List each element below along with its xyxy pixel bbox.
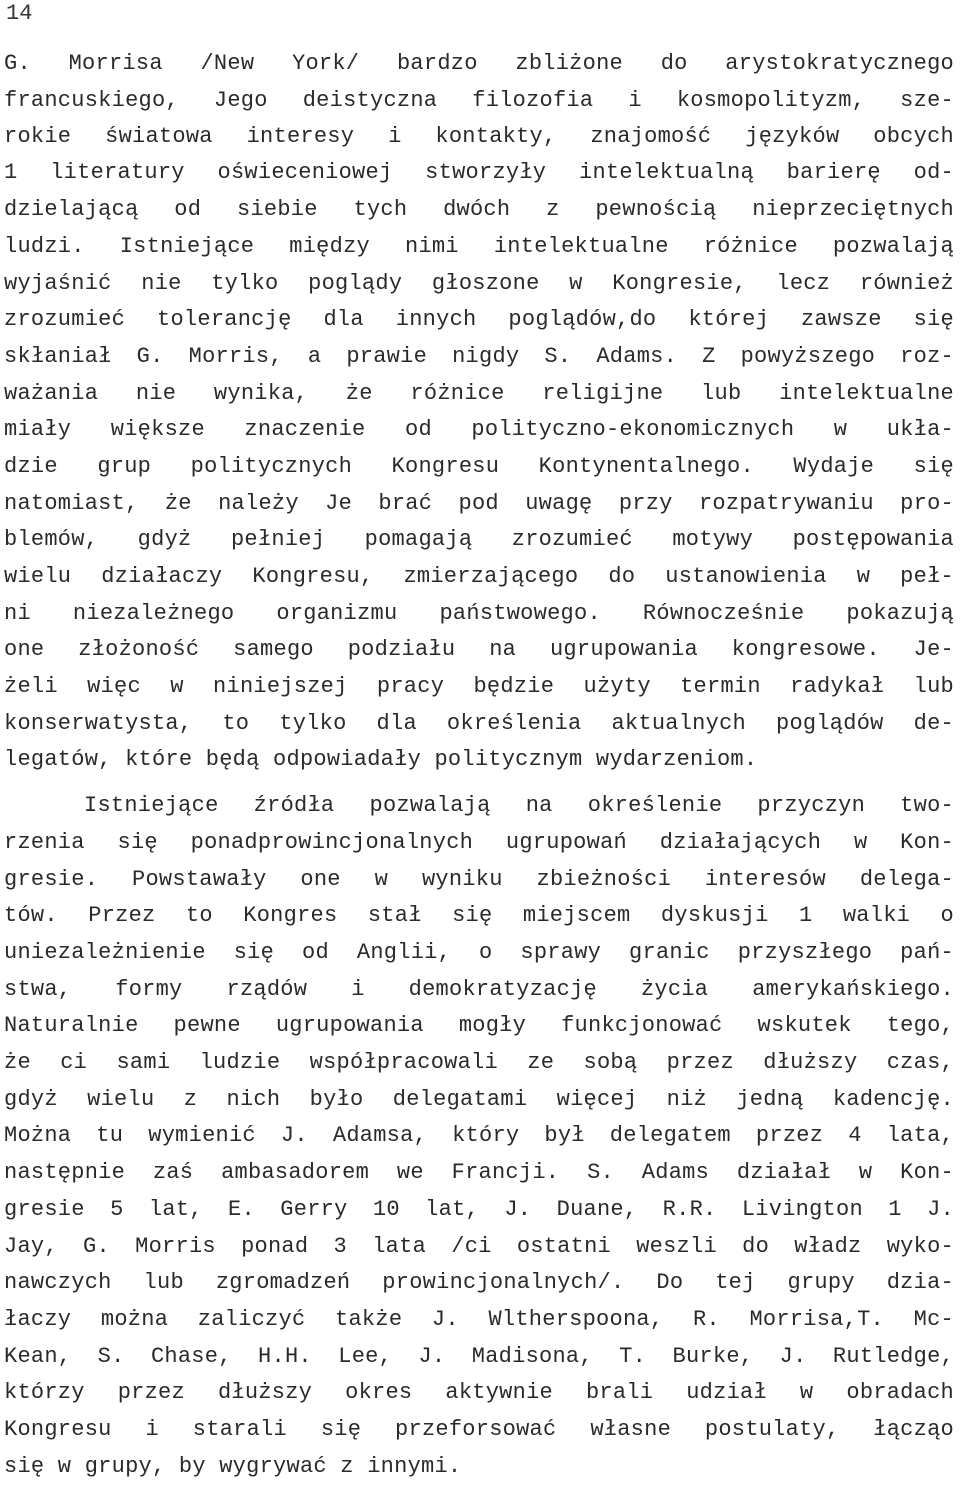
- text-line: francuskiego, Jego deistyczna filozofia i kosmopolityzm, sze-: [4, 88, 954, 113]
- text-line: 1 literatury oświeceniowej stworzyły intelektualną barierę od-: [4, 160, 954, 185]
- text-line: tów. Przez to Kongres stał się miejscem dyskusji 1 walki o: [4, 903, 954, 928]
- text-line: skłaniał G. Morris, a prawie nigdy S. Adams. Z powyższego roz-: [4, 344, 954, 369]
- text-line: ni niezależnego organizmu państwowego. Równocześnie pokazują: [4, 601, 954, 626]
- text-line: nawczych lub zgromadzeń prowincjonalnych/. Do tej grupy dzia-: [4, 1270, 954, 1295]
- text-line: one złożoność samego podziału na ugrupowania kongresowe. Je-: [4, 637, 954, 662]
- text-line: następnie zaś ambasadorem we Francji. S. Adams działał w Kon-: [4, 1160, 954, 1185]
- text-line: gresie 5 lat, E. Gerry 10 lat, J. Duane, R.R. Livington 1 J.: [4, 1197, 954, 1222]
- text-line: się w grupy, by wygrywać z innymi.: [4, 1454, 462, 1479]
- text-line: konserwatysta, to tylko dla określenia aktualnych poglądów de-: [4, 711, 954, 736]
- text-line: G. Morrisa /New York/ bardzo zbliżone do arystokratycznego: [4, 51, 954, 76]
- text-line: którzy przez dłuższy okres aktywnie brali udział w obradach: [4, 1380, 954, 1405]
- text-line: ważania nie wynika, że różnice religijne lub intelektualne: [4, 381, 954, 406]
- text-line: natomiast, że należy Je brać pod uwagę przy rozpatrywaniu pro-: [4, 491, 954, 516]
- text-line: zrozumieć tolerancję dla innych poglądów,do której zawsze się: [4, 307, 954, 332]
- text-line: ludzi. Istniejące między nimi intelektualne różnice pozwalają: [4, 234, 954, 259]
- text-line: że ci sami ludzie współpracowali ze sobą przez dłuższy czas,: [4, 1050, 954, 1075]
- text-line: Jay, G. Morris ponad 3 lata /ci ostatni weszli do władz wyko-: [4, 1234, 954, 1259]
- text-line: Istniejące źródła pozwalają na określenie przyczyn two-: [84, 793, 954, 818]
- text-line: rzenia się ponadprowincjonalnych ugrupowań działających w Kon-: [4, 830, 954, 855]
- text-line: blemów, gdyż pełniej pomagają zrozumieć motywy postępowania: [4, 527, 954, 552]
- text-line: legatów, które będą odpowiadały politycznym wydarzeniom.: [4, 747, 758, 772]
- text-line: gdyż wielu z nich było delegatami więcej niż jedną kadencję.: [4, 1087, 954, 1112]
- text-line: uniezależnienie się od Anglii, o sprawy granic przyszłego pań-: [4, 940, 954, 965]
- text-line: łaczy można zaliczyć także J. Wltherspoona, R. Morrisa,T. Mc-: [4, 1307, 954, 1332]
- text-line: dzielającą od siebie tych dwóch z pewnością nieprzeciętnych: [4, 197, 954, 222]
- text-line: Kean, S. Chase, H.H. Lee, J. Madisona, T. Burke, J. Rutledge,: [4, 1344, 954, 1369]
- page-number: 14: [6, 1, 33, 26]
- text-line: Można tu wymienić J. Adamsa, który był delegatem przez 4 lata,: [4, 1123, 954, 1148]
- text-line: stwa, formy rządów i demokratyzację życia amerykańskiego.: [4, 977, 954, 1002]
- text-line: żeli więc w niniejszej pracy będzie użyty termin radykał lub: [4, 674, 954, 699]
- text-line: gresie. Powstawały one w wyniku zbieżności interesów delega-: [4, 867, 954, 892]
- text-line: Naturalnie pewne ugrupowania mogły funkcjonować wskutek tego,: [4, 1013, 954, 1038]
- text-line: Kongresu i starali się przeforsować własne postulaty, łącząo: [4, 1417, 954, 1442]
- text-line: dzie grup politycznych Kongresu Kontynentalnego. Wydaje się: [4, 454, 954, 479]
- text-line: wielu działaczy Kongresu, zmierzającego do ustanowienia w peł-: [4, 564, 954, 589]
- text-line: wyjaśnić nie tylko poglądy głoszone w Kongresie, lecz również: [4, 271, 954, 296]
- text-line: rokie światowa interesy i kontakty, znajomość języków obcych: [4, 124, 954, 149]
- text-line: miały większe znaczenie od polityczno-ekonomicznych w ukła-: [4, 417, 954, 442]
